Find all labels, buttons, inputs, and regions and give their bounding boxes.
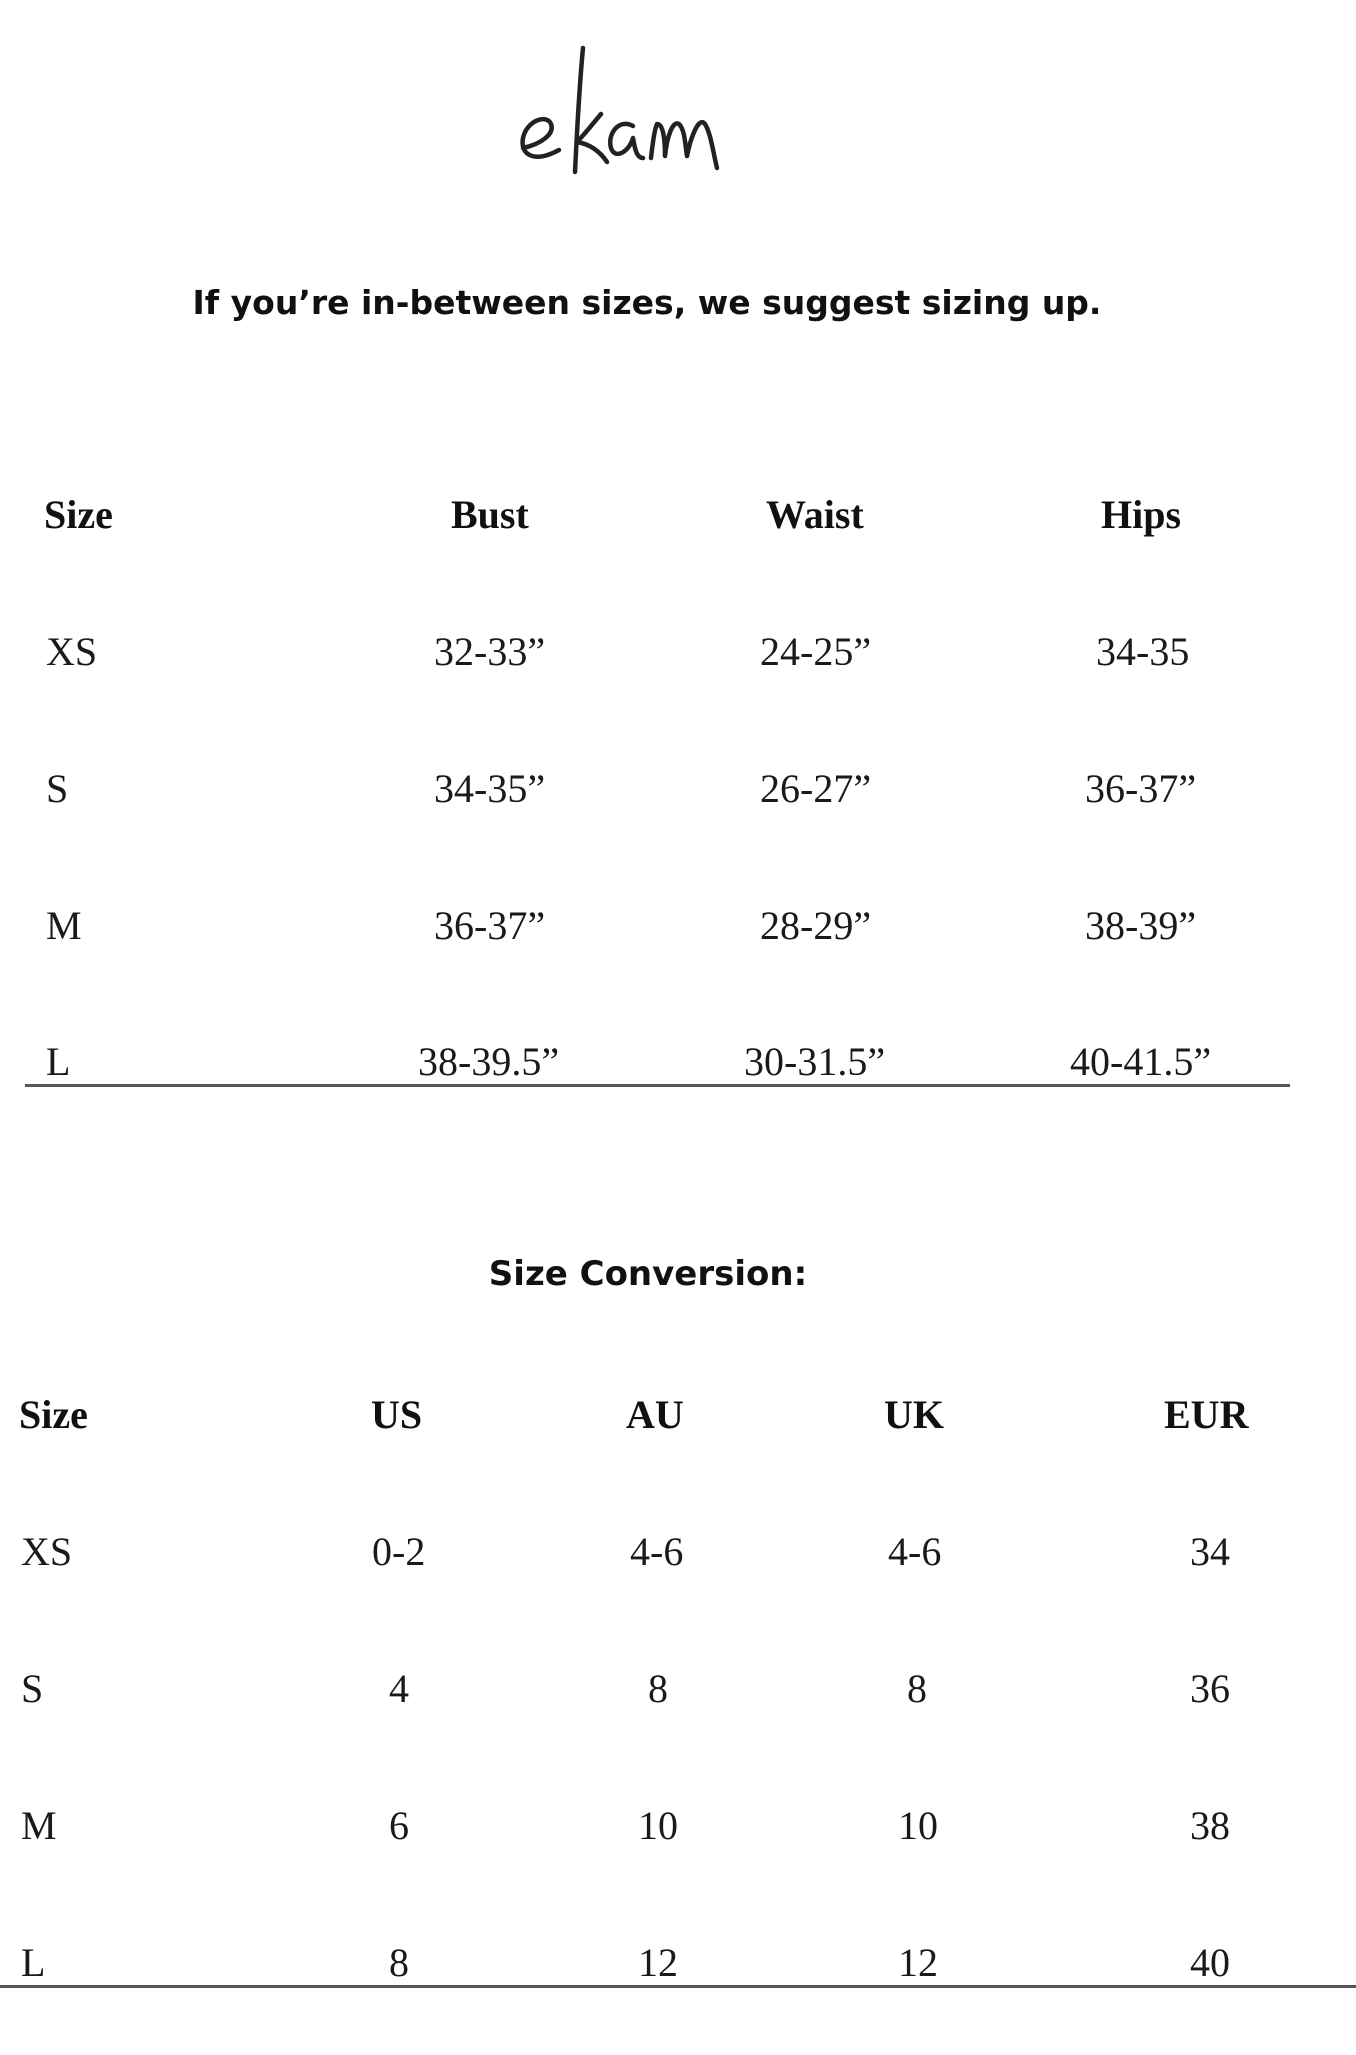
size-cell: S bbox=[46, 766, 69, 811]
hips-cell: 38-39” bbox=[1085, 903, 1197, 948]
size-cell: M bbox=[21, 1803, 57, 1848]
column-header-size: Size bbox=[19, 1392, 88, 1437]
waist-cell: 30-31.5” bbox=[744, 1039, 886, 1084]
size-cell: S bbox=[21, 1666, 44, 1711]
waist-cell: 24-25” bbox=[760, 629, 872, 674]
us-cell: 4 bbox=[389, 1666, 409, 1711]
column-header-hips: Hips bbox=[1101, 492, 1182, 537]
eur-cell: 40 bbox=[1190, 1940, 1230, 1985]
size-cell: M bbox=[46, 903, 82, 948]
eur-cell: 36 bbox=[1190, 1666, 1230, 1711]
uk-cell: 10 bbox=[898, 1803, 938, 1848]
uk-cell: 4-6 bbox=[888, 1529, 942, 1574]
column-header-us: US bbox=[371, 1392, 423, 1437]
eur-cell: 38 bbox=[1190, 1803, 1230, 1848]
column-header-au: AU bbox=[626, 1392, 684, 1437]
table-bottom-rule bbox=[0, 1985, 1356, 1988]
column-header-eur: EUR bbox=[1164, 1392, 1249, 1437]
hips-cell: 36-37” bbox=[1085, 766, 1197, 811]
table-bottom-rule bbox=[25, 1084, 1290, 1087]
waist-cell: 26-27” bbox=[760, 766, 872, 811]
column-header-bust: Bust bbox=[451, 492, 529, 537]
bust-cell: 32-33” bbox=[434, 629, 546, 674]
bust-cell: 36-37” bbox=[434, 903, 546, 948]
sizing-advice: If you’re in-between sizes, we suggest sizing up. bbox=[192, 283, 1102, 322]
au-cell: 8 bbox=[648, 1666, 668, 1711]
eur-cell: 34 bbox=[1190, 1529, 1230, 1574]
size-cell: L bbox=[21, 1940, 46, 1985]
waist-cell: 28-29” bbox=[760, 903, 872, 948]
size-conversion-title: Size Conversion: bbox=[488, 1254, 808, 1294]
bust-cell: 38-39.5” bbox=[418, 1039, 560, 1084]
uk-cell: 12 bbox=[898, 1940, 938, 1985]
us-cell: 8 bbox=[389, 1940, 409, 1985]
column-header-waist: Waist bbox=[766, 492, 864, 537]
column-header-uk: UK bbox=[884, 1392, 944, 1437]
column-header-size: Size bbox=[44, 492, 113, 537]
au-cell: 12 bbox=[638, 1940, 678, 1985]
size-cell: XS bbox=[46, 629, 98, 674]
hips-cell: 40-41.5” bbox=[1070, 1039, 1212, 1084]
us-cell: 6 bbox=[389, 1803, 409, 1848]
size-cell: L bbox=[46, 1039, 71, 1084]
bust-cell: 34-35” bbox=[434, 766, 546, 811]
uk-cell: 8 bbox=[907, 1666, 927, 1711]
au-cell: 4-6 bbox=[630, 1529, 684, 1574]
hips-cell: 34-35 bbox=[1096, 629, 1190, 674]
us-cell: 0-2 bbox=[372, 1529, 426, 1574]
ekam-logo bbox=[515, 40, 725, 190]
size-cell: XS bbox=[21, 1529, 73, 1574]
au-cell: 10 bbox=[638, 1803, 678, 1848]
